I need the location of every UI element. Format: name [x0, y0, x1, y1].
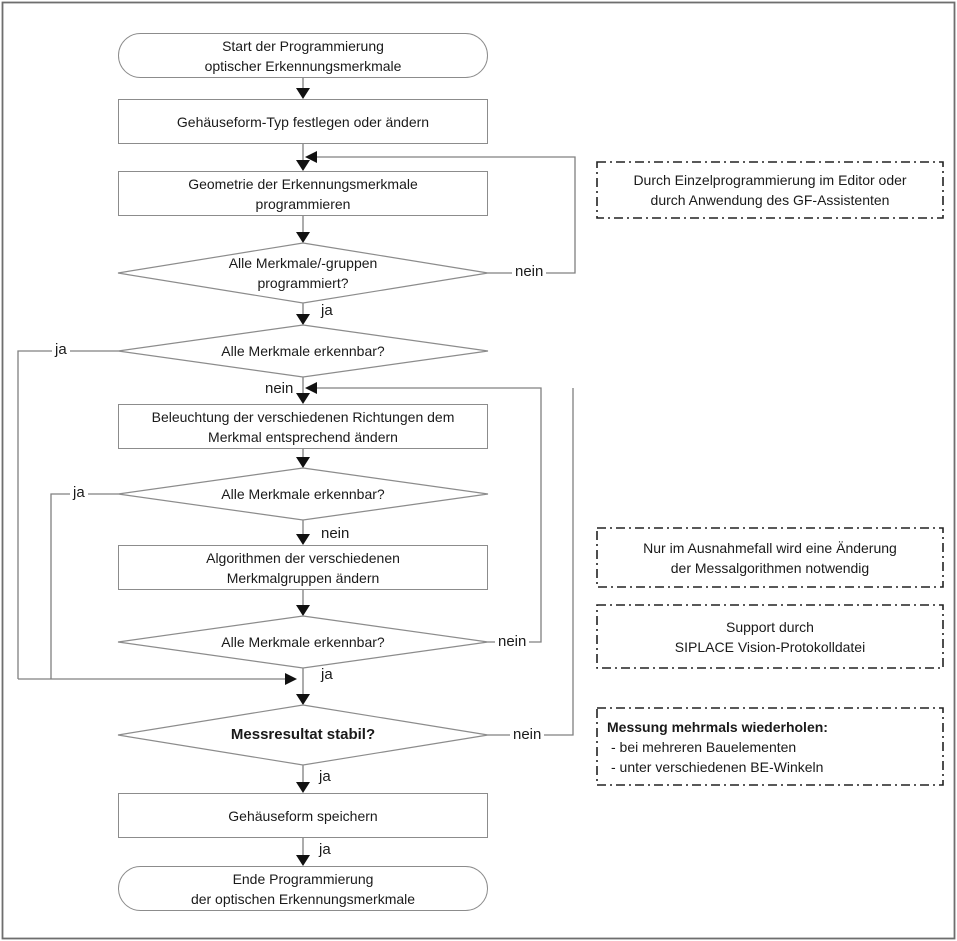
- decision-alle-merkmale-erkennbar-2-text: [118, 468, 488, 520]
- annotation-einzelprogrammierung-line2: durch Anwendung des GF-Assistenten: [650, 192, 890, 208]
- process-gehaeuseform-typ: [118, 99, 488, 144]
- decision-alle-merkmale-erkennbar-1-text: [118, 325, 488, 377]
- annotation-einzelprogrammierung: [597, 162, 943, 218]
- annotation-messung-wiederholen: [597, 708, 943, 785]
- decision-messresultat-stabil-text: [118, 705, 488, 765]
- end-terminator-line2: der optischen Erkennungsmerkmale: [190, 890, 416, 907]
- edge-label-ja-programmiert: ja: [321, 302, 333, 319]
- decision-messresultat-label: Messresultat stabil?: [230, 726, 376, 743]
- annotation-messalgorithmen-line2: der Messalgorithmen notwendig: [670, 559, 870, 576]
- process-gehaeuseform-typ-label: Gehäuseform-Typ festlegen oder ändern: [176, 113, 430, 130]
- edge-label-ja-speichern: ja: [319, 841, 331, 858]
- annotation-messung-item2: - unter verschiedenen BE-Winkeln: [611, 758, 824, 775]
- process-geometrie-line2: programmieren: [255, 195, 351, 212]
- decision-merkmale-gruppen-programmiert-text: [118, 243, 488, 303]
- edge-label-nein-erkennbar-1: nein: [265, 380, 294, 397]
- edge-label-ja-erkennbar-1: ja: [52, 342, 70, 358]
- process-geometrie: [118, 171, 488, 216]
- process-speichern-label: Gehäuseform speichern: [228, 807, 378, 824]
- decision-programmiert-line1: Alle Merkmale/-gruppen: [228, 255, 378, 271]
- process-beleuchtung-line1: Beleuchtung der verschiedenen Richtungen dem: [151, 408, 455, 425]
- start-terminator-line1: Start der Programmierung: [222, 37, 384, 54]
- edge-label-nein-erkennbar-3: nein: [495, 634, 529, 650]
- edge-label-nein-programmiert: nein: [512, 264, 546, 280]
- decision-erkennbar-2-label: Alle Merkmale erkennbar?: [221, 486, 385, 502]
- process-algorithmen-line2: Merkmalgruppen ändern: [226, 569, 380, 586]
- annotation-support: [597, 605, 943, 668]
- annotation-support-line1: Support durch: [726, 618, 814, 635]
- decision-erkennbar-3-label: Alle Merkmale erkennbar?: [221, 634, 385, 650]
- annotation-support-line2: SIPLACE Vision-Protokolldatei: [674, 638, 866, 655]
- decision-erkennbar-1-label: Alle Merkmale erkennbar?: [221, 343, 385, 359]
- process-beleuchtung: [118, 404, 488, 449]
- annotation-messung-item1: - bei mehreren Bauelementen: [611, 738, 797, 755]
- edge-label-ja-erkennbar-3: ja: [321, 666, 333, 683]
- decision-programmiert-line2: programmiert?: [257, 275, 349, 291]
- process-algorithmen-line1: Algorithmen der verschiedenen: [206, 549, 400, 566]
- edge-label-nein-erkennbar-2: nein: [321, 525, 350, 542]
- annotation-messalgorithmen-line1: Nur im Ausnahmefall wird eine Änderung: [643, 539, 897, 556]
- edge-label-ja-messresultat: ja: [319, 768, 331, 785]
- annotation-einzelprogrammierung-line1: Durch Einzelprogrammierung im Editor oder: [633, 172, 907, 188]
- decision-alle-merkmale-erkennbar-3-text: [118, 616, 488, 668]
- start-terminator: [118, 33, 488, 78]
- edge-label-nein-messresultat: nein: [510, 727, 544, 743]
- process-geometrie-line1: Geometrie der Erkennungsmerkmale: [188, 175, 418, 192]
- edge-label-ja-erkennbar-2: ja: [70, 485, 88, 501]
- process-gehaeuseform-speichern: [118, 793, 488, 838]
- annotation-messalgorithmen: [597, 528, 943, 587]
- end-terminator-line1: Ende Programmierung: [232, 870, 374, 887]
- end-terminator: [118, 866, 488, 911]
- start-terminator-line2: optischer Erkennungsmerkmale: [204, 57, 402, 74]
- process-beleuchtung-line2: Merkmal entsprechend ändern: [208, 428, 398, 445]
- process-algorithmen: [118, 545, 488, 590]
- annotation-messung-title: Messung mehrmals wiederholen:: [607, 718, 828, 735]
